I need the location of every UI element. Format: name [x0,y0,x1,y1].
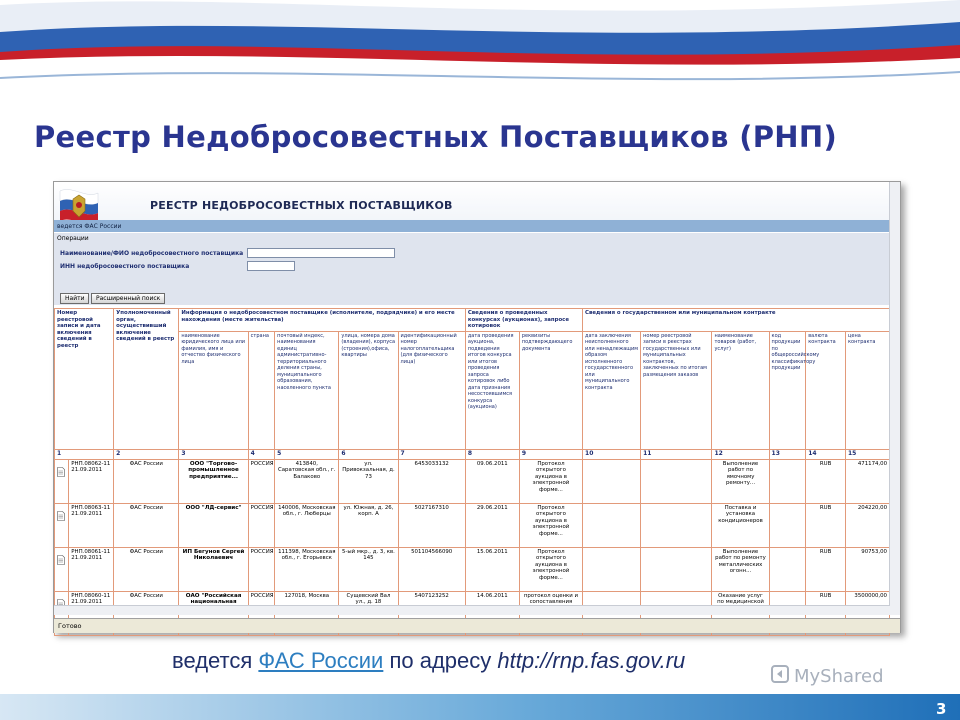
document-cell[interactable] [55,459,69,503]
column-number: 9 [519,449,582,459]
subheader-auction-date: дата проведения аукциона, подведения итогов конкурса или итогов проведения запроса котировок либо дата признания несостоявшимся конкурса (аукциона) [465,331,519,449]
postal-cell: 140006, Московская обл., г. Люберцы [275,503,339,547]
auction-date-cell: 29.06.2011 [465,503,519,547]
site-title: РЕЕСТР НЕДОБРОСОВЕСТНЫХ ПОСТАВЩИКОВ [150,199,453,212]
header-auction-info: Сведения о проведенных конкурсах (аукционах), запросе котировок [465,309,582,332]
bottom-band [0,694,960,720]
column-number: 12 [712,449,769,459]
goods-cell: Выполнение работ по ямочному ремонту... [712,459,769,503]
caption [172,648,685,674]
registry-table-container [54,308,890,615]
price-cell: 471174,00 [845,459,889,503]
header-contract-info: Сведения о государственном или муниципальном контракте [583,309,890,332]
registry-no-cell [641,459,712,503]
authority-cell: ФАС России [114,459,179,503]
registry-id[interactable]: РНП.08061-11 [71,548,111,555]
registry-no-cell [641,547,712,591]
table-row[interactable] [55,547,890,591]
column-number: 15 [845,449,889,459]
contract-date-cell [583,503,641,547]
subheader-product-code: код продукции по общероссийскому классификатору продукции [769,331,806,449]
registry-screenshot [53,181,901,633]
subheader-registry-no: номер реестровой записи в реестрах государственных или муниципальных контрактов, заключенных по итогам размещения заказов [641,331,712,449]
subheader-street: улица, номера дома (владения), корпуса (строения),офиса, квартиры [339,331,398,449]
supplier-name-cell: ООО "Торгово-промышленное предприятие... [179,459,248,503]
table-row[interactable] [55,459,890,503]
supplier-name-cell: ИП Бегунов Сергей Николаевич [179,547,248,591]
postal-cell: 111398, Московская обл., г. Егорьевск [275,547,339,591]
document-name-cell: протокол оценки и сопоставления [519,591,582,635]
registry-date: 21.09.2011 [71,599,103,605]
contract-date-cell [583,547,641,591]
product-code-cell [769,503,806,547]
goods-cell: Оказание услуг по медицинской [712,591,769,635]
search-panel [54,233,890,305]
country-cell: РОССИЯ [248,459,275,503]
goods-cell: Поставка и установка кондиционеров [712,503,769,547]
price-cell: 90753,00 [845,547,889,591]
registry-id[interactable]: РНП.08060-11 [71,592,111,599]
horizontal-scrollbar[interactable] [54,605,890,615]
postal-cell: 413840, Саратовская обл., г. Балаково [275,459,339,503]
site-subtitle: ведется ФАС России [54,220,890,232]
table-row[interactable] [55,503,890,547]
registry-date: 21.09.2011 [71,511,103,517]
page-number: 3 [936,700,947,718]
column-number: 7 [398,449,465,459]
column-number: 4 [248,449,275,459]
document-name-cell: Протокол открытого аукциона в электронной форме... [519,503,582,547]
column-number: 3 [179,449,248,459]
column-number: 11 [641,449,712,459]
column-number: 8 [465,449,519,459]
registry-id-cell[interactable] [69,547,114,591]
watermark-text: MyShared [794,666,884,687]
currency-cell: RUB [806,591,846,635]
registry-id-cell[interactable] [69,459,114,503]
street-cell: 5-ый мкр., д. 3, кв. 145 [339,547,398,591]
document-cell[interactable] [55,547,69,591]
registry-no-cell [641,503,712,547]
currency-cell: RUB [806,503,846,547]
supplier-name-cell: ОАО "Российская национальная [179,591,248,635]
street-cell: Сущевский Вал ул., д. 18 [339,591,398,635]
column-number: 1 [55,449,114,459]
header-authority: Уполномоченный орган, осуществивший включение сведений в реестр [114,309,179,450]
product-code-cell [769,459,806,503]
status-text: Готово [58,622,82,630]
inn-cell: 5407123252 [398,591,465,635]
subheader-postal: почтовый индекс, наименования единиц административно-территориального деления страны, муниципального образования, населенного пункта [275,331,339,449]
inn-cell: 6453033132 [398,459,465,503]
subheader-inn: идентификационный номер налогоплательщика (для физического лица) [398,331,465,449]
currency-cell: RUB [806,547,846,591]
subheader-currency: валюта контракта [806,331,846,449]
subheader-price: цена контракта [845,331,889,449]
document-name-cell: Протокол открытого аукциона в электронной форме... [519,459,582,503]
advanced-search-button[interactable]: Расширенный поиск [91,293,165,304]
fas-link[interactable]: ФАС России [258,648,384,673]
street-cell: ул. Южная, д. 26, корп. А [339,503,398,547]
authority-cell: ФАС России [114,547,179,591]
price-cell: 204220,00 [845,503,889,547]
subheader-country: страна [248,331,275,449]
slide-title: Реестр Недобросовестных Поставщиков (РНП) [34,120,838,154]
product-code-cell [769,547,806,591]
site-header [54,182,890,232]
currency-cell: RUB [806,459,846,503]
operations-label: Операции [57,235,89,242]
auction-date-cell: 14.06.2011 [465,591,519,635]
myshared-watermark [770,660,930,690]
inn-input[interactable] [247,261,295,271]
column-number: 10 [583,449,641,459]
street-cell: ул. Привокзальная, д. 73 [339,459,398,503]
document-icon[interactable] [57,467,65,477]
vertical-scrollbar[interactable] [889,182,900,615]
authority-cell: ФАС России [114,503,179,547]
browser-status-bar [54,618,900,633]
caption-mid: по адресу [383,648,498,673]
registry-date: 21.09.2011 [71,467,103,473]
auction-date-cell: 15.06.2011 [465,547,519,591]
price-cell: 3500000,00 [845,591,889,635]
subheader-goods: наименование товаров (работ, услуг) [712,331,769,449]
country-cell: РОССИЯ [248,547,275,591]
caption-url: http://rnp.fas.gov.ru [497,648,686,673]
document-cell[interactable] [55,503,69,547]
postal-cell: 127018, Москва [275,591,339,635]
column-number: 2 [114,449,179,459]
contract-date-cell [583,459,641,503]
supplier-name-label: Наименование/ФИО недобросовестного поставщика [60,250,244,257]
auction-date-cell: 09.06.2011 [465,459,519,503]
document-icon[interactable] [57,555,65,565]
column-number: 14 [806,449,846,459]
inn-cell: 501104566090 [398,547,465,591]
country-cell: РОССИЯ [248,503,275,547]
supplier-name-input[interactable] [247,248,395,258]
column-number: 6 [339,449,398,459]
registry-id-cell[interactable] [69,503,114,547]
caption-prefix: ведется [172,648,259,673]
top-flag-band [0,0,960,95]
supplier-name-cell: ООО "ЛД-сервис" [179,503,248,547]
inn-cell: 5027167310 [398,503,465,547]
subheader-document: реквизиты подтверждающего документа [519,331,582,449]
header-registry-number: Номер реестровой записи и дата включения сведений в реестр [55,309,114,450]
country-cell: РОССИЯ [248,591,275,635]
inn-label: ИНН недобросовестного поставщика [60,263,190,270]
registry-table [54,308,890,636]
document-icon[interactable] [57,511,65,521]
registry-id[interactable]: РНП.08063-11 [71,504,111,511]
find-button[interactable]: Найти [60,293,89,304]
registry-id[interactable]: РНП.08062-11 [71,460,111,467]
subheader-name: наименование юридического лица или фамилия, имя и отчество физического лица [179,331,248,449]
authority-cell: ФАС России [114,591,179,635]
column-number: 5 [275,449,339,459]
column-number: 13 [769,449,806,459]
subheader-contract-date: дата заключения неисполненного или ненадлежащим образом исполненного государственного или муниципального контракта [583,331,641,449]
registry-date: 21.09.2011 [71,555,103,561]
document-name-cell: Протокол открытого аукциона в электронной форме... [519,547,582,591]
header-supplier-info: Информация о недобросовестном поставщике (исполнителе, подрядчике) и его месте нахождения (месте жительства) [179,309,465,332]
goods-cell: Выполнение работ по ремонту металлических огонн... [712,547,769,591]
